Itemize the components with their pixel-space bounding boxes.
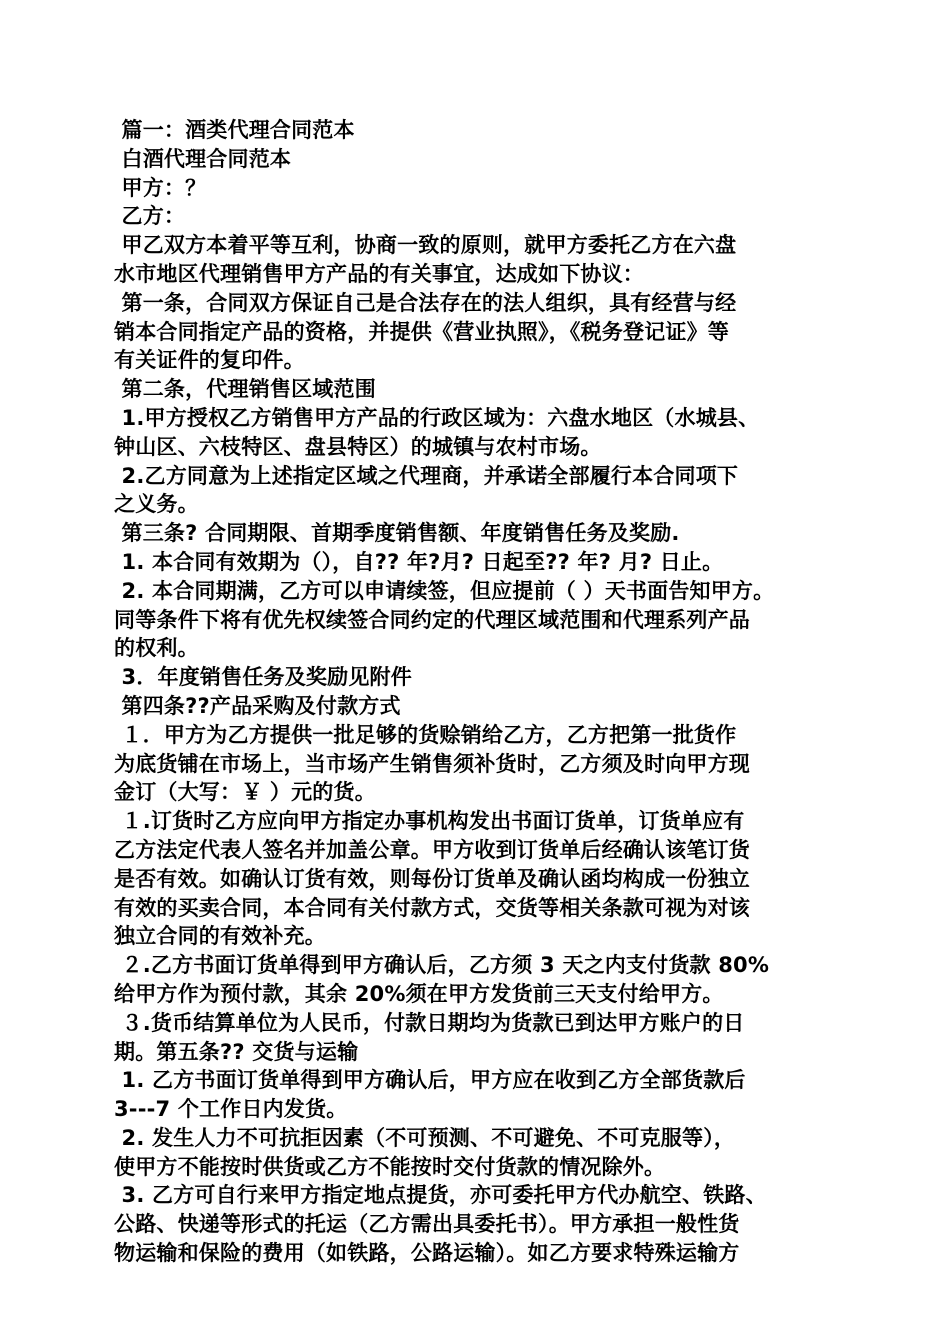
- text-line: 白酒代理合同范本: [114, 146, 292, 171]
- text-line: 有效的买卖合同，本合同有关付款方式，交货等相关条款可视为对该: [114, 895, 750, 920]
- text-line: 钟山区、六枝特区、盘县特区）的城镇与农村市场。: [114, 434, 602, 459]
- text-line: 期。第五条?? 交货与运输: [114, 1039, 359, 1064]
- text-line: 2. 发生人力不可抗拒因素（不可预测、不可避免、不可克服等），: [114, 1125, 736, 1150]
- text-line: 第二条，代理销售区域范围: [114, 377, 376, 402]
- text-line: 2. 本合同期满，乙方可以申请续签，但应提前（ ）天书面告知甲方。: [114, 578, 775, 603]
- text-line: 为底货铺在市场上，当市场产生销售须补货时，乙方须及时向甲方现: [114, 751, 750, 776]
- text-line: 销本合同指定产品的资格，并提供《营业执照》，《税务登记证》等: [114, 319, 729, 344]
- text-line: 有关证件的复印件。: [114, 348, 305, 373]
- text-line: 同等条件下将有优先权续签合同约定的代理区域范围和代理系列产品: [114, 607, 750, 632]
- text-line: 3. 乙方可自行来甲方指定地点提货，亦可委托甲方代办航空、铁路、: [114, 1183, 767, 1208]
- text-line: 物运输和保险的费用（如铁路，公路运输）。如乙方要求特殊运输方: [114, 1241, 740, 1266]
- text-line: 甲乙双方本着平等互利，协商一致的原则，就甲方委托乙方在六盘: [114, 233, 737, 258]
- text-line: 3．年度销售任务及奖励见附件: [114, 665, 412, 690]
- text-line: １.订货时乙方应向甲方指定办事机构发出书面订货单，订货单应有: [114, 809, 745, 834]
- text-line: 第四条??产品采购及付款方式: [114, 693, 401, 718]
- text-line: 使甲方不能按时供货或乙方不能按时交付货款的情况除外。: [114, 1154, 666, 1179]
- text-line: ２.乙方书面订货单得到甲方确认后，乙方须 3 天之内支付货款 80%: [114, 953, 770, 978]
- text-line: 1. 乙方书面订货单得到甲方确认后，甲方应在收到乙方全部货款后: [114, 1068, 746, 1093]
- text-line: １．甲方为乙方提供一批足够的货赊销给乙方，乙方把第一批货作: [114, 722, 737, 747]
- text-line: ３.货币结算单位为人民币，付款日期均为货款已到达甲方账户的日: [114, 1010, 745, 1035]
- text-line: 给甲方作为预付款，其余 20%须在甲方发货前三天支付给甲方。: [114, 981, 724, 1006]
- text-line: 乙方法定代表人签名并加盖公章。甲方收到订货单后经确认该笔订货: [114, 837, 750, 862]
- text-line: 的权利。: [114, 636, 199, 661]
- text-line: 金订（大写：￥ ）元的货。: [114, 780, 376, 805]
- text-line: 篇一：酒类代理合同范本: [114, 118, 355, 142]
- text-line: 1. 本合同有效期为（），自?? 年?月? 日起至?? 年? 月? 日止。: [114, 549, 724, 574]
- text-line: 2.乙方同意为上述指定区域之代理商，并承诺全部履行本合同项下: [114, 463, 739, 488]
- text-line: 1.甲方授权乙方销售甲方产品的行政区域为：六盘水地区（水城县、: [114, 405, 760, 430]
- text-line: 公路、快递等形式的托运（乙方需出具委托书）。甲方承担一般性货: [114, 1212, 740, 1237]
- text-line: 第三条? 合同期限、首期季度销售额、年度销售任务及奖励.: [114, 521, 680, 546]
- text-line: 甲方：？: [114, 175, 207, 200]
- text-line: 第一条，合同双方保证自己是合法存在的法人组织，具有经营与经: [114, 290, 737, 315]
- text-line: 独立合同的有效补充。: [114, 924, 326, 949]
- text-line: 3---7 个工作日内发货。: [114, 1097, 348, 1122]
- text-line: 水市地区代理销售甲方产品的有关事宜，达成如下协议：: [114, 261, 644, 286]
- text-line: 之义务。: [114, 492, 199, 517]
- text-line: 是否有效。如确认订货有效，则每份订货单及确认函均构成一份独立: [114, 866, 750, 891]
- document-body: [114, 116, 836, 1268]
- text-line: 乙方：: [114, 204, 186, 229]
